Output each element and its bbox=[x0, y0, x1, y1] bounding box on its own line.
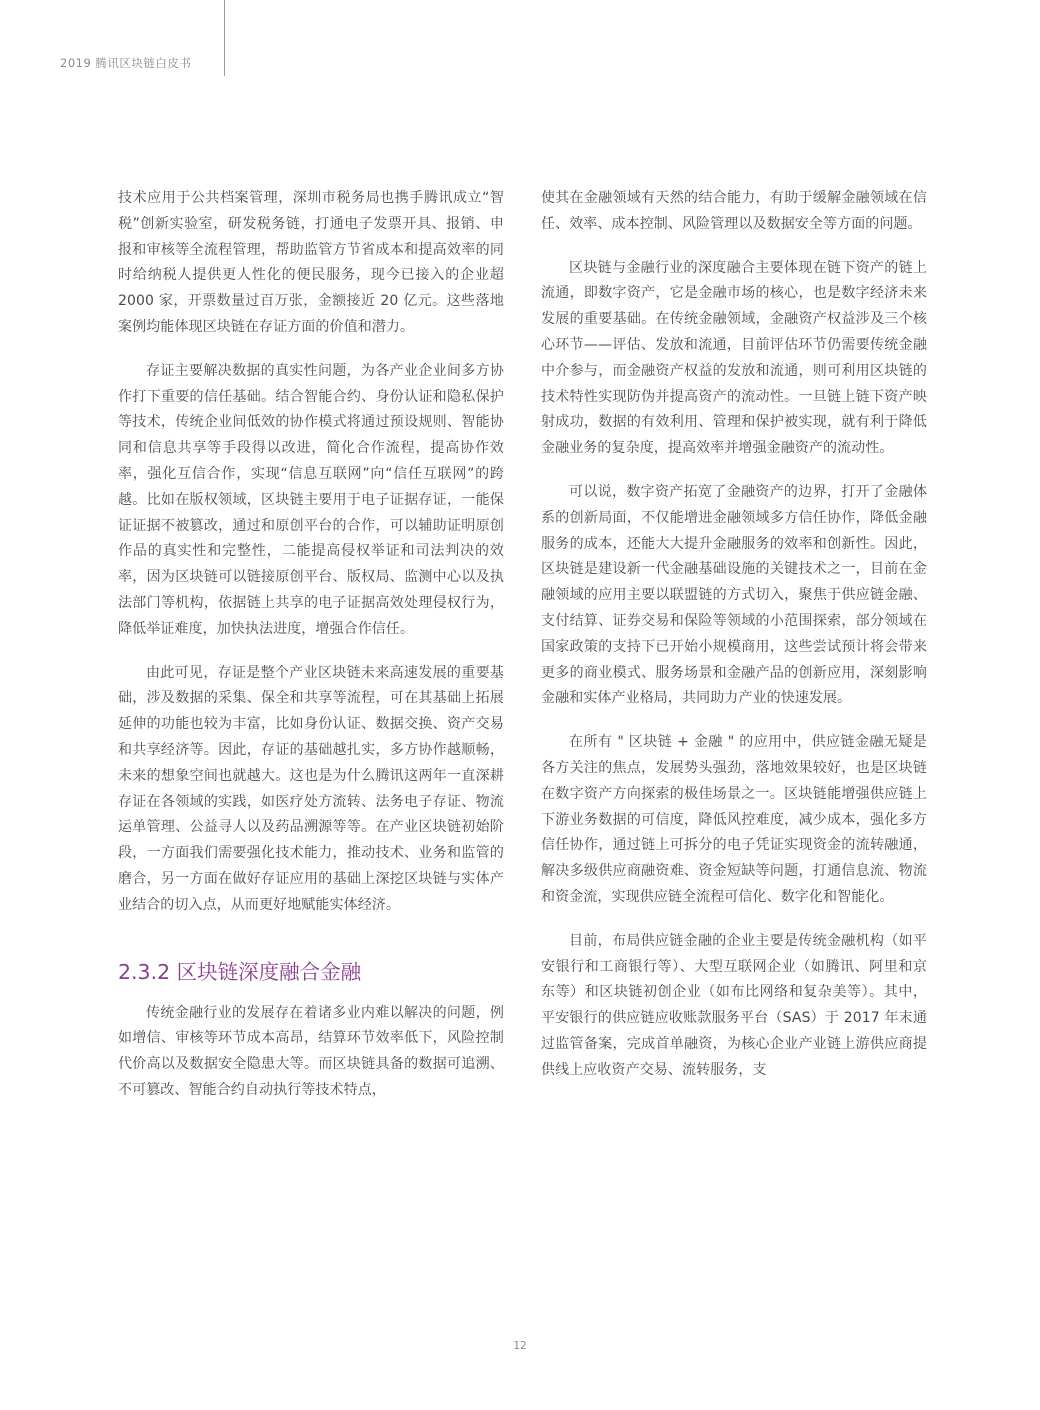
page-number: 12 bbox=[513, 1340, 527, 1352]
section-heading: 2.3.2 区块链深度融合金融 bbox=[118, 959, 362, 984]
body-paragraph: 可以说，数字资产拓宽了金融资产的边界，打开了金融体系的创新局面，不仅能增进金融领域多方信任协作，降低金融服务的成本，还能大大提升金融服务的效率和创新性。因此，区块链是建设新一代金融基础设施的关键技术之一，目前在金融领域的应用主要以联盟链的方式切入，聚焦于供应链金融、支付结算、证券交易和保险等领域的小范围探索，部分领域在国家政策的支持下已开始小规模商用，这些尝试预计将会带来更多的商业模式、服务场景和金融产品的创新应用，深刻影响金融和实体产业格局，共同助力产业的快速发展。 bbox=[541, 483, 927, 707]
header-divider bbox=[224, 0, 225, 76]
body-paragraph: 由此可见，存证是整个产业区块链未来高速发展的重要基础，涉及数据的采集、保全和共享等流程，可在其基础上拓展延伸的功能也较为丰富，比如身份认证、数据交换、资产交易和共享经济等。因此，存证的基础越扎实，多方协作越顺畅，未来的想象空间也就越大。这也是为什么腾讯这两年一直深耕存证在各领域的实践，如医疗处方流转、法务电子存证、物流运单管理、公益寻人以及药品溯源等等。在产业区块链初始阶段，一方面我们需要强化技术能力，推动技术、业务和监管的磨合，另一方面在做好存证应用的基础上深挖区块链与实体产业结合的切入点，从而更好地赋能实体经济。 bbox=[118, 664, 504, 913]
body-paragraph: 传统金融行业的发展存在着诸多业内难以解决的问题，例如增信、审核等环节成本高昂，结算环节效率低下，风险控制代价高以及数据安全隐患大等。而区块链具备的数据可追溯、不可篡改、智能合约自动执行等技术特点， bbox=[118, 1004, 504, 1098]
body-paragraph: 使其在金融领域有天然的结合能力，有助于缓解金融领域在信任、效率、成本控制、风险管理以及数据安全等方面的问题。 bbox=[541, 190, 927, 232]
body-paragraph: 目前，布局供应链金融的企业主要是传统金融机构（如平安银行和工商银行等）、大型互联网企业（如腾讯、阿里和京东等）和区块链初创企业（如布比网络和复杂美等）。其中，平安银行的供应链应收账款服务平台（SAS）于 2017 年末通过监管备案，完成首单融资，为核心企业产业链上游供应商提供线上应收资产交易、流转服务，支 bbox=[541, 932, 927, 1078]
left-column bbox=[118, 186, 504, 1122]
body-paragraph: 区块链与金融行业的深度融合主要体现在链下资产的链上流通，即数字资产，它是金融市场的核心，也是数字经济未来发展的重要基础。在传统金融领域，金融资产权益涉及三个核心环节——评估、发放和流通，目前评估环节仍需要传统金融中介参与，而金融资产权益的发放和流通，则可利用区块链的技术特性实现防伪并提高资产的流动性。一旦链上链下资产映射成功，数据的有效利用、管理和保护被实现，就有利于降低金融业务的复杂度，提高效率并增强金融资产的流动性。 bbox=[541, 259, 927, 457]
right-column bbox=[541, 186, 927, 1102]
body-paragraph: 在所有 " 区块链 + 金融 " 的应用中，供应链金融无疑是各方关注的焦点，发展势头强劲，落地效果较好，也是区块链在数字资产方向探索的极佳场景之一。区块链能增强供应链上下游业务数据的可信度，降低风控难度，减少成本，强化多方信任协作，通过链上可拆分的电子凭证实现资金的流转融通，解决多级供应商融资难、资金短缺等问题，打通信息流、物流和资金流，实现供应链全流程可信化、数字化和智能化。 bbox=[541, 734, 927, 905]
running-header-title: 2019 腾讯区块链白皮书 bbox=[60, 56, 192, 70]
body-paragraph: 存证主要解决数据的真实性问题，为各产业企业间多方协作打下重要的信任基础。结合智能合约、身份认证和隐私保护等技术，传统企业间低效的协作模式将通过预设规则、智能协同和信息共享等手段得以改进，简化合作流程，提高协作效率，强化互信合作，实现“信息互联网”向“信任互联网”的跨越。比如在版权领域，区块链主要用于电子证据存证，一能保证证据不被篡改，通过和原创平台的合作，可以辅助证明原创作品的真实性和完整性，二能提高侵权举证和司法判决的效率，因为区块链可以链接原创平台、版权局、监测中心以及执法部门等机构，依据链上共享的电子证据高效处理侵权行为，降低举证难度，加快执法进度，增强合作信任。 bbox=[118, 362, 504, 637]
body-paragraph: 技术应用于公共档案管理，深圳市税务局也携手腾讯成立“智税”创新实验室，研发税务链，打通电子发票开具、报销、申报和审核等全流程管理，帮助监管方节省成本和提高效率的同时给纳税人提供更人性化的便民服务，现今已接入的企业超 2000 家，开票数量过百万张，金额接近 20 亿元。这些落地案例均能体现区块链在存证方面的价值和潜力。 bbox=[118, 190, 504, 335]
